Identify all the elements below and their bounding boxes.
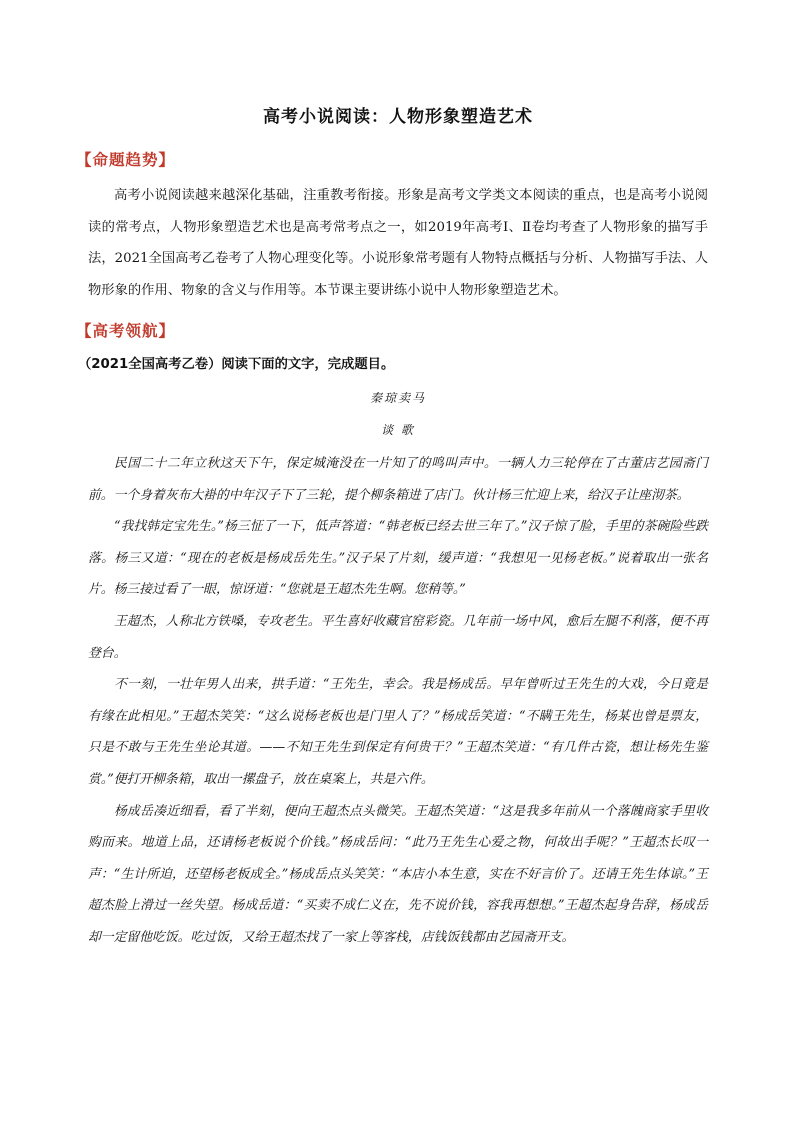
story-paragraph: 民国二十二年立秋这天下午，保定城淹没在一片知了的鸣叫声中。一辆人力三轮停在了古董店艺园斋门前。一个身着灰布大褂的中年汉子下了三轮，提个柳条箱进了店门。伙计杨三忙迎上来，给汉子让座沏茶。	[88, 456, 708, 503]
exam-source-line: （2021全国高考乙卷）阅读下面的文字，完成题目。	[78, 357, 395, 372]
story-title: 秦琼卖马	[369, 391, 426, 405]
story-paragraph: “我找韩定宝先生。”杨三怔了一下，低声答道：“韩老板已经去世三年了。”汉子惊了脸，手里的茶碗险些跌落。杨三又道：“现在的老板是杨成岳先生。”汉子呆了片刻，缓声道：“我想见一见杨老板。”说着取出一张名片。杨三接过看了一眼，惊讶道：“您就是王超杰先生啊。您稍等。”	[88, 519, 708, 598]
section-heading-guide: 【高考领航】	[76, 322, 176, 340]
story-author: 谈 歌	[381, 423, 415, 437]
page-title: 高考小说阅读：人物形象塑造艺术	[263, 107, 533, 127]
story-paragraph: 杨成岳凑近细看，看了半刻，便向王超杰点头微笑。王超杰笑道：“这是我多年前从一个落魄商家手里收购而来。地道上品，还请杨老板说个价钱。”杨成岳问：“此乃王先生心爱之物，何故出手呢？”王超杰长叹一声：“生计所迫，还望杨老板成全。”杨成岳点头笑笑：“本店小本生意，实在不好言价了。还请王先生体谅。”王超杰脸上滑过一丝失望。杨成岳道：“买卖不成仁义在，先不说价钱，容我再想想。”王超杰起身告辞，杨成岳却一定留他吃饭。吃过饭，又给王超杰找了一家上等客栈，店钱饭钱都由艺园斋开支。	[88, 803, 708, 945]
story-paragraph: 王超杰，人称北方铁嗓，专攻老生。平生喜好收藏官窑彩瓷。几年前一场中风，愈后左腿不利落，便不再登台。	[88, 613, 708, 661]
story-body	[88, 448, 708, 954]
section-heading-trend: 【命题趋势】	[76, 151, 176, 169]
intro-paragraph: 高考小说阅读越来越深化基础，注重教考衔接。形象是高考文学类文本阅读的重点，也是高考小说阅读的常考点，人物形象塑造艺术也是高考常考点之一，如2019年高考Ⅰ、Ⅱ卷均考查了人物形象的描写手法，2021全国高考乙卷考了人物心理变化等。小说形象常考题有人物特点概括与分析、人物描写手法、人物形象的作用、物象的含义与作用等。本节课主要讲练小说中人物形象塑造艺术。	[88, 188, 708, 298]
story-paragraph: 不一刻，一壮年男人出来，拱手道：“王先生，幸会。我是杨成岳。早年曾听过王先生的大戏，今日竟是有缘在此相见。”王超杰笑笑：“这么说杨老板也是门里人了？”杨成岳笑道：“不瞒王先生，杨某也曾是票友，只是不敢与王先生坐论其道。——不知王先生到保定有何贵干？”王超杰笑道：“有几件古瓷，想让杨先生鉴赏。”便打开柳条箱，取出一摞盘子，放在桌案上，共是六件。	[88, 677, 708, 787]
